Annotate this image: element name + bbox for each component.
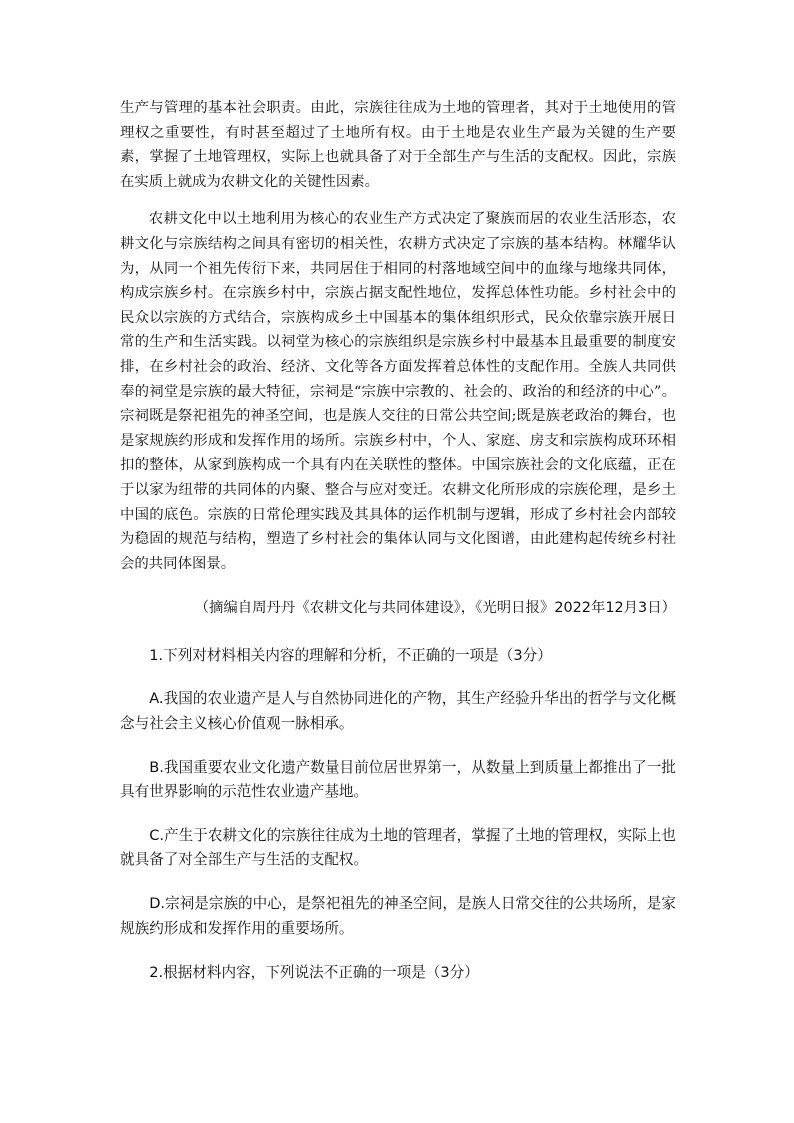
body-paragraph-1: 生产与管理的基本社会职责。由此，宗族往往成为土地的管理者，其对于土地使用的管理权之重要性，有时甚至超过了土地所有权。由于土地是农业生产最为关键的生产要素，掌握了土地管理权，实际上也就具备了对于全部生产与生活的支配权。因此，宗族在实质上就成为农耕文化的关键性因素。 (120, 100, 676, 190)
question-1: 1.下列对材料相关内容的理解和分析，不正确的一项是（3分） (149, 646, 552, 664)
question-1-option-a: A.我国的农业遗产是人与自然协同进化的产物，其生产经验升华出的哲学与文化概念与社会主义核心价值观一脉相承。 (120, 690, 676, 733)
document-page (120, 96, 676, 986)
question-1-option-d: D.宗祠是宗族的中心，是祭祀祖先的神圣空间，是族人日常交往的公共场所，是家规族约形成和发挥作用的重要场所。 (120, 895, 676, 937)
question-2: 2.根据材料内容，下列说法不正确的一项是（3分） (149, 964, 479, 982)
source-citation: （摘编自周丹丹《农耕文化与共同体建设》，《光明日报》2022年12月3日） (194, 600, 676, 617)
question-1-option-b: B.我国重要农业文化遗产数量目前位居世界第一，从数量上到质量上都推出了一批具有世界影响的示范性农业遗产基地。 (120, 758, 676, 801)
body-paragraph-2: 农耕文化中以土地利用为核心的农业生产方式决定了聚族而居的农业生活形态，农耕文化与宗族结构之间具有密切的相关性，农耕方式决定了宗族的基本结构。林耀华认为，从同一个祖先传衍下来，共同居住于相同的村落地域空间中的血缘与地缘共同体，构成宗族乡村。在宗族乡村中，宗族占据支配性地位，发挥总体性功能。乡村社会中的民众以宗族的方式结合，宗族构成乡土中国基本的集体组织形式，民众依靠宗族开展日常的生产和生活实践。以祠堂为核心的宗族组织是宗族乡村中最基本且最重要的制度安排，在乡村社会的政治、经济、文化等各方面发挥着总体性的支配作用。全族人共同供奉的祠堂是宗族的最大特征，宗祠是“宗族中宗教的、社会的、政治的和经济的中心”。宗祠既是祭祀祖先的神圣空间，也是族人交往的日常公共空间;既是族老政治的舞台，也是家规族约形成和发挥作用的场所。宗族乡村中，个人、家庭、房支和宗族构成环环相扣的整体，从家到族构成一个具有内在关联性的整体。中国宗族社会的文化底蕴，正在于以家为纽带的共同体的内聚、整合与应对变迁。农耕文化所形成的宗族伦理，是乡土中国的底色。宗族的日常伦理实践及其具体的运作机制与逻辑，形成了乡村社会内部较为稳固的规范与结构，塑造了乡村社会的集体认同与文化图谱，由此建构起传统乡村社会的共同体图景。 (120, 211, 676, 572)
question-1-option-c: C.产生于农耕文化的宗族往往成为土地的管理者，掌握了土地的管理权，实际上也就具备了对全部生产与生活的支配权。 (120, 826, 676, 869)
